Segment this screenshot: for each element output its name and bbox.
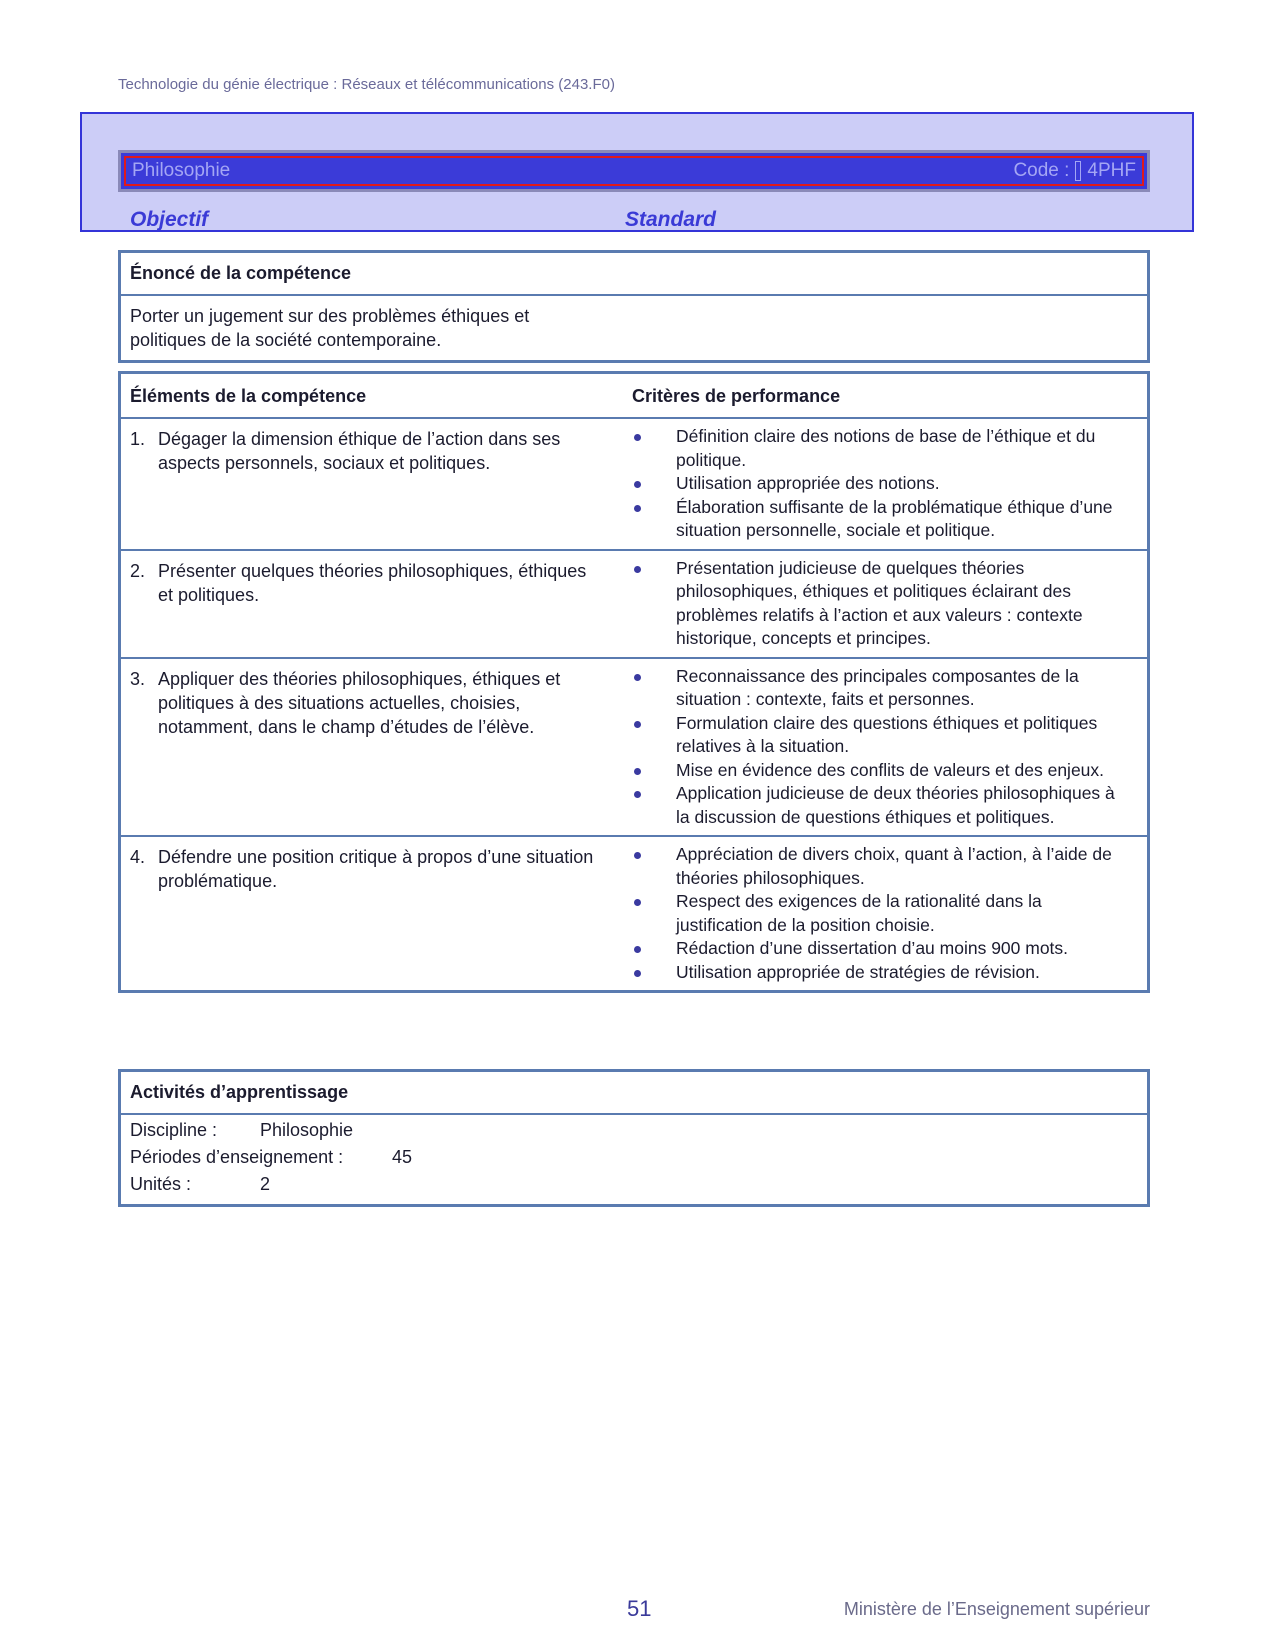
course-title: Philosophie <box>132 160 231 181</box>
periods-value: 45 <box>392 1147 413 1167</box>
code-separator <box>1075 161 1081 181</box>
bullet-icon <box>632 425 676 472</box>
bullet-icon <box>632 937 676 961</box>
units-value: 2 <box>260 1174 271 1194</box>
element-number: 2. <box>130 560 146 581</box>
criterion-text: Reconnaissance des principales composantes de la situation : contexte, faits et personnes. <box>676 665 1079 709</box>
elements-table <box>118 371 1150 993</box>
criteria-column-header: Critères de performance <box>632 386 841 406</box>
units-label: Unités : <box>130 1174 192 1194</box>
element-number: 3. <box>130 668 146 689</box>
enonce-line: politiques de la société contemporaine. <box>130 330 442 350</box>
criterion-text: Appréciation de divers choix, quant à l’action, à l’aide de théories philosophiques. <box>676 844 1112 888</box>
standard-label: Standard <box>625 208 717 231</box>
criterion-text: Présentation judicieuse de quelques théories philosophiques, éthiques et politiques éclairant des problèmes relatifs à l’action et aux valeurs : contexte historique, concepts et principes. <box>676 557 1083 648</box>
bullet-icon <box>632 472 676 496</box>
program-title: Technologie du génie électrique : Réseaux et télécommunications (243.F0) <box>118 76 615 93</box>
periods-label: Périodes d’enseignement : <box>130 1147 344 1167</box>
discipline-value: Philosophie <box>260 1120 354 1140</box>
ministry-name: Ministère de l’Enseignement supérieur <box>843 1599 1150 1619</box>
element-row <box>121 549 1147 657</box>
units-line <box>121 1171 1147 1198</box>
element-text: Présenter quelques théories philosophiques, éthiques et politiques. <box>158 560 587 605</box>
enonce-title: Énoncé de la compétence <box>130 263 352 283</box>
criterion-text: Respect des exigences de la rationalité dans la justification de la position choisie. <box>676 891 1042 935</box>
criterion-item <box>632 496 1138 543</box>
bullet-icon <box>632 843 676 890</box>
periods-line <box>121 1144 1147 1171</box>
criterion-item <box>632 665 1138 712</box>
bullet-icon <box>632 712 676 759</box>
criterion-item <box>632 759 1138 783</box>
criterion-text: Mise en évidence des conflits de valeurs et des enjeux. <box>676 759 1105 780</box>
element-row <box>121 417 1147 549</box>
criterion-item <box>632 843 1138 890</box>
criterion-text: Utilisation appropriée des notions. <box>676 473 940 493</box>
criterion-item <box>632 890 1138 937</box>
criteria-list <box>632 557 1138 651</box>
activities-title: Activités d’apprentissage <box>130 1082 349 1102</box>
elements-column-header: Éléments de la compétence <box>130 386 367 406</box>
criterion-text: Définition claire des notions de base de l’éthique et du politique. <box>676 426 1096 470</box>
course-code: 4PHF <box>1087 160 1136 181</box>
enonce-box <box>118 250 1150 363</box>
element-rows <box>121 417 1147 990</box>
element-row <box>121 657 1147 836</box>
criterion-text: Utilisation appropriée de stratégies de révision. <box>676 961 1040 982</box>
criterion-item <box>632 712 1138 759</box>
element-text: Dégager la dimension éthique de l’action dans ses aspects personnels, sociaux et politiques. <box>158 429 561 473</box>
criterion-item <box>632 937 1138 961</box>
element-number: 4. <box>130 847 146 867</box>
bullet-icon <box>632 890 676 937</box>
discipline-line <box>121 1117 1147 1144</box>
element-text: Appliquer des théories philosophiques, éthiques et politiques à des situations actuelles, choisies, notamment, dans le champ d’études de l’élève. <box>158 668 561 737</box>
bullet-icon <box>632 557 676 651</box>
bullet-icon <box>632 782 676 829</box>
criteria-list <box>632 665 1138 830</box>
enonce-text <box>121 296 1147 360</box>
activities-box <box>118 1069 1150 1207</box>
criterion-text: Élaboration suffisante de la problématique éthique d’une situation personnelle, sociale et politique. <box>676 496 1113 540</box>
criterion-text: Rédaction d’une dissertation d’au moins 900 mots. <box>676 938 1069 958</box>
criterion-text: Formulation claire des questions éthiques et politiques relatives à la situation. <box>676 712 1098 756</box>
element-row <box>121 835 1147 990</box>
criterion-text: Application judicieuse de deux théories philosophiques à la discussion de questions éthiques et politiques. <box>676 783 1115 827</box>
bullet-icon <box>632 665 676 712</box>
course-title-bar <box>118 150 1150 192</box>
criteria-list <box>632 425 1138 543</box>
element-text: Défendre une position critique à propos d’une situation problématique. <box>158 847 594 891</box>
course-code-label: Code : <box>1013 160 1070 181</box>
bullet-icon <box>632 496 676 543</box>
criterion-item <box>632 961 1138 985</box>
element-number: 1. <box>130 429 146 449</box>
criterion-item <box>632 557 1138 651</box>
page-number: 51 <box>627 1596 652 1621</box>
elements-header <box>121 374 1147 417</box>
objective-label: Objectif <box>130 208 209 231</box>
criteria-list <box>632 843 1138 984</box>
discipline-label: Discipline : <box>130 1120 218 1140</box>
criterion-item <box>632 782 1138 829</box>
bullet-icon <box>632 759 676 783</box>
enonce-line: Porter un jugement sur des problèmes éthiques et <box>130 306 530 326</box>
criterion-item <box>632 425 1138 472</box>
bullet-icon <box>632 961 676 985</box>
criterion-item <box>632 472 1138 496</box>
